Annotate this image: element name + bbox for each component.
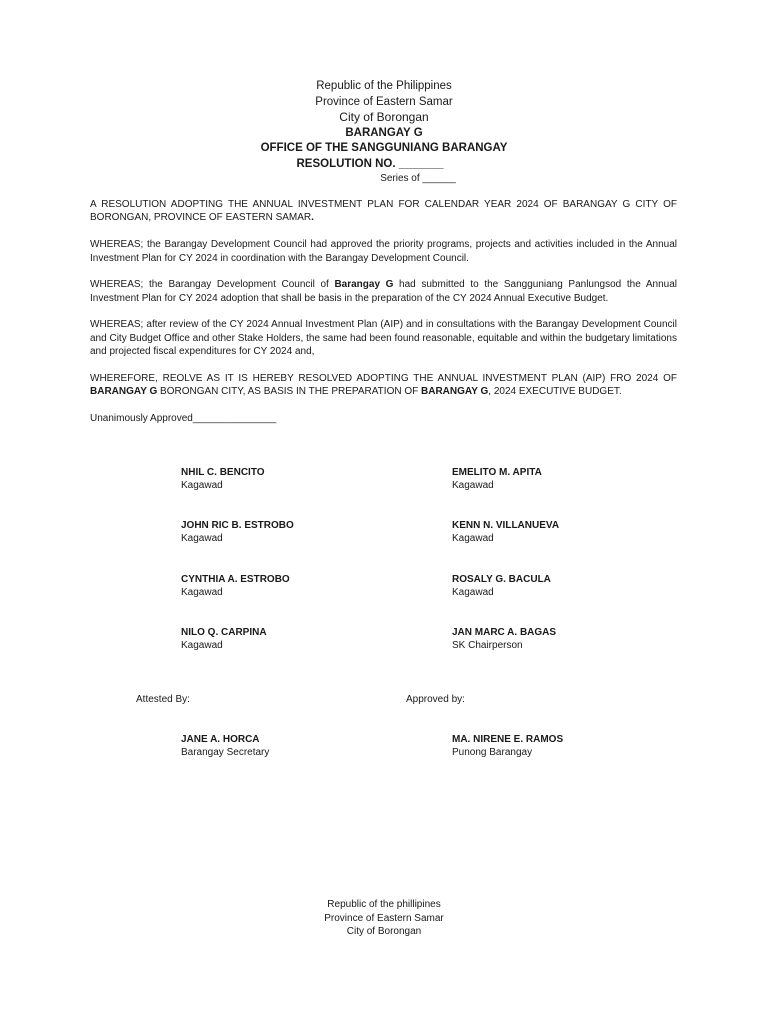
wherefore-part: BORONGAN CITY, AS BASIS IN THE PREPARATION OF: [157, 386, 422, 398]
attested-by-label: Attested By:: [136, 694, 190, 705]
resolution-title-text: A RESOLUTION ADOPTING THE ANNUAL INVESTMENT PLAN FOR CALENDAR YEAR 2024 OF BARANGAY G CITY OF BORONGAN, PROVINCE OF EASTERN SAMAR: [90, 199, 677, 224]
whereas-clause-3: WHEREAS; after review of the CY 2024 Annual Investment Plan (AIP) and in consultations with the Barangay Development Council and City Budget Office and other Stake Holders, the same had been found reasonable, equitable and within the budgetary limitations and projected fiscal expenditures for CY 2024 and,: [90, 319, 677, 358]
signatory-title: Punong Barangay: [452, 747, 533, 759]
header-province: Province of Eastern Samar: [315, 95, 453, 108]
whereas2-part: WHEREAS; the Barangay Development Council of: [90, 279, 335, 291]
signatory-name: JOHN RIC B. ESTROBO: [181, 520, 294, 531]
letterhead: [0, 79, 768, 186]
footer: [0, 898, 768, 939]
signatory: [452, 466, 542, 493]
approved-by-label: Approved by:: [406, 694, 465, 705]
wherefore-part: WHEREFORE, REOLVE AS IT IS HEREBY RESOLVED ADOPTING THE ANNUAL INVESTMENT PLAN (AIP) FRO 2024 OF: [90, 372, 677, 384]
footer-province: Province of Eastern Samar: [324, 912, 444, 924]
whereas-clause-1: WHEREAS; the Barangay Development Council had approved the priority programs, projects and activities included in the Annual Investment Plan for CY 2024 in coordination with the Barangay Development Council.: [90, 239, 677, 264]
signatory-name: MA. NIRENE E. RAMOS: [452, 734, 564, 745]
signatory: [452, 573, 551, 600]
signatory-title: Kagawad: [181, 480, 223, 492]
signatory-name: JANE A. HORCA: [181, 734, 260, 745]
header-country: Republic of the Philippines: [316, 80, 452, 92]
signatory-title: Kagawad: [181, 587, 223, 599]
unanimously-approved: Unanimously Approved_______________: [90, 412, 277, 424]
resolution-title: [90, 198, 677, 225]
signatory-title: Kagawad: [181, 640, 223, 652]
wherefore-barangay: BARANGAY G: [421, 386, 489, 398]
signatory: [181, 626, 267, 653]
resolution-series: Series of ______: [380, 173, 456, 184]
signatory-name: NILO Q. CARPINA: [181, 627, 267, 638]
wherefore-barangay: BARANGAY G: [90, 386, 158, 398]
signatory-name: JAN MARC A. BAGAS: [452, 627, 557, 638]
resolution-title-period: .: [311, 212, 314, 224]
wherefore-part: , 2024 EXECUTIVE BUDGET.: [488, 386, 622, 398]
signatory-name: EMELITO M. APITA: [452, 467, 542, 478]
whereas-clause-2: [90, 278, 677, 305]
footer-country: Republic of the phillipines: [327, 899, 441, 910]
signatory: [181, 519, 294, 546]
barangay-secretary: [181, 733, 269, 760]
header-barangay: BARANGAY G: [345, 126, 423, 139]
header-office: OFFICE OF THE SANGGUNIANG BARANGAY: [260, 142, 508, 154]
signatory-title: Kagawad: [452, 587, 494, 599]
wherefore-clause: [90, 372, 677, 399]
signatory-name: ROSALY G. BACULA: [452, 574, 551, 585]
signatory-title: SK Chairperson: [452, 640, 523, 652]
footer-city: City of Borongan: [346, 926, 422, 937]
punong-barangay: [452, 733, 563, 760]
signatory-name: KENN N. VILLANUEVA: [452, 520, 560, 531]
whereas2-barangay: Barangay G: [334, 279, 394, 291]
signatory: [181, 466, 265, 493]
signatory-name: CYNTHIA A. ESTROBO: [181, 574, 290, 585]
signatory-name: NHIL C. BENCITO: [181, 467, 265, 478]
signatory-title: Kagawad: [452, 480, 494, 492]
signatory: [452, 519, 559, 546]
whereas2-part: had submitted to the Sangguniang Panlungsod the Annual Investment Plan for CY 2024 adoption that shall be basis in the preparation of the CY 2024 Annual Executive Budget.: [90, 279, 677, 304]
header-city: City of Borongan: [339, 110, 429, 124]
signatory: [181, 573, 290, 600]
signatory-title: Kagawad: [181, 533, 223, 545]
signatory-title: Barangay Secretary: [181, 747, 270, 759]
resolution-body: [90, 198, 677, 439]
signatory-title: Kagawad: [452, 533, 494, 545]
resolution-number: RESOLUTION NO. _______: [296, 157, 444, 170]
signatory: [452, 626, 556, 653]
